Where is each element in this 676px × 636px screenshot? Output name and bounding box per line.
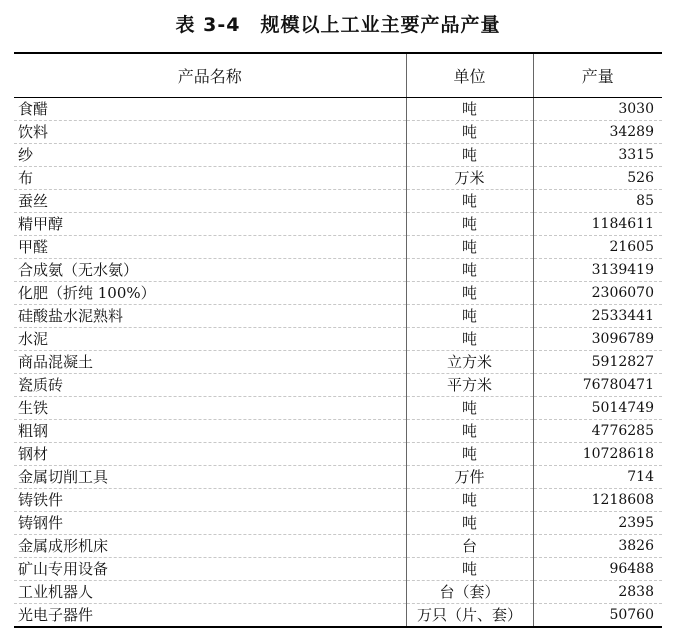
quantity-cell: 526 (533, 167, 662, 190)
table-row (14, 328, 662, 351)
quantity-cell: 714 (533, 466, 662, 489)
quantity-cell: 2838 (533, 581, 662, 604)
unit-cell: 吨 (406, 190, 533, 213)
quantity-cell: 50760 (533, 604, 662, 628)
table-header (14, 53, 662, 98)
product-name-cell: 纱 (14, 144, 406, 167)
product-name-cell: 精甲醇 (14, 213, 406, 236)
quantity-cell: 5014749 (533, 397, 662, 420)
product-name-cell: 硅酸盐水泥熟料 (14, 305, 406, 328)
product-name-cell: 甲醛 (14, 236, 406, 259)
product-name-cell: 化肥（折纯 100%） (14, 282, 406, 305)
quantity-cell: 3030 (533, 98, 662, 121)
product-name-cell: 钢材 (14, 443, 406, 466)
unit-cell: 台（套） (406, 581, 533, 604)
quantity-cell: 10728618 (533, 443, 662, 466)
quantity-cell: 34289 (533, 121, 662, 144)
quantity-cell: 3139419 (533, 259, 662, 282)
product-name-cell: 工业机器人 (14, 581, 406, 604)
quantity-cell: 1218608 (533, 489, 662, 512)
product-name-cell: 铸钢件 (14, 512, 406, 535)
quantity-cell: 3826 (533, 535, 662, 558)
quantity-cell: 96488 (533, 558, 662, 581)
product-name-cell: 瓷质砖 (14, 374, 406, 397)
product-name-cell: 商品混凝土 (14, 351, 406, 374)
product-name-cell: 饮料 (14, 121, 406, 144)
quantity-cell: 85 (533, 190, 662, 213)
table-row (14, 282, 662, 305)
unit-cell: 吨 (406, 328, 533, 351)
table-row (14, 167, 662, 190)
unit-cell: 吨 (406, 144, 533, 167)
unit-cell: 平方米 (406, 374, 533, 397)
unit-cell: 吨 (406, 558, 533, 581)
table-body (14, 98, 662, 628)
table-title: 表 3-4 规模以上工业主要产品产量 (175, 14, 501, 36)
table-row (14, 374, 662, 397)
product-name-cell: 合成氨（无水氨） (14, 259, 406, 282)
table-row (14, 397, 662, 420)
unit-cell: 台 (406, 535, 533, 558)
unit-cell: 万件 (406, 466, 533, 489)
unit-cell: 吨 (406, 121, 533, 144)
unit-cell: 吨 (406, 420, 533, 443)
quantity-cell: 3315 (533, 144, 662, 167)
table-row (14, 466, 662, 489)
table-row (14, 512, 662, 535)
table-row (14, 190, 662, 213)
table-row (14, 144, 662, 167)
product-name-cell: 光电子器件 (14, 604, 406, 628)
unit-cell: 吨 (406, 305, 533, 328)
production-table (14, 52, 662, 628)
unit-cell: 吨 (406, 282, 533, 305)
unit-cell: 吨 (406, 259, 533, 282)
quantity-cell: 1184611 (533, 213, 662, 236)
unit-cell: 吨 (406, 443, 533, 466)
product-name-cell: 水泥 (14, 328, 406, 351)
quantity-cell: 2533441 (533, 305, 662, 328)
product-name-cell: 布 (14, 167, 406, 190)
table-row (14, 236, 662, 259)
unit-cell: 吨 (406, 512, 533, 535)
table-row (14, 351, 662, 374)
table-row (14, 558, 662, 581)
quantity-cell: 3096789 (533, 328, 662, 351)
table-row (14, 581, 662, 604)
quantity-cell: 2306070 (533, 282, 662, 305)
unit-cell: 吨 (406, 213, 533, 236)
product-name-cell: 金属切削工具 (14, 466, 406, 489)
quantity-cell: 4776285 (533, 420, 662, 443)
quantity-cell: 5912827 (533, 351, 662, 374)
table-row (14, 443, 662, 466)
quantity-cell: 2395 (533, 512, 662, 535)
quantity-cell: 21605 (533, 236, 662, 259)
table-row (14, 489, 662, 512)
header-quantity: 产量 (533, 53, 662, 98)
table-row (14, 535, 662, 558)
unit-cell: 吨 (406, 236, 533, 259)
table-row (14, 420, 662, 443)
product-name-cell: 铸铁件 (14, 489, 406, 512)
table-row (14, 604, 662, 628)
unit-cell: 万米 (406, 167, 533, 190)
quantity-cell: 76780471 (533, 374, 662, 397)
product-name-cell: 粗钢 (14, 420, 406, 443)
product-name-cell: 食醋 (14, 98, 406, 121)
table-row (14, 121, 662, 144)
product-name-cell: 生铁 (14, 397, 406, 420)
header-row (14, 53, 662, 98)
table-row (14, 259, 662, 282)
table-row (14, 98, 662, 121)
product-name-cell: 金属成形机床 (14, 535, 406, 558)
product-name-cell: 矿山专用设备 (14, 558, 406, 581)
unit-cell: 吨 (406, 98, 533, 121)
unit-cell: 立方米 (406, 351, 533, 374)
product-name-cell: 蚕丝 (14, 190, 406, 213)
unit-cell: 吨 (406, 489, 533, 512)
header-unit: 单位 (406, 53, 533, 98)
header-product-name: 产品名称 (14, 53, 406, 98)
table-row (14, 213, 662, 236)
unit-cell: 吨 (406, 397, 533, 420)
unit-cell: 万只（片、套） (406, 604, 533, 628)
table-row (14, 305, 662, 328)
